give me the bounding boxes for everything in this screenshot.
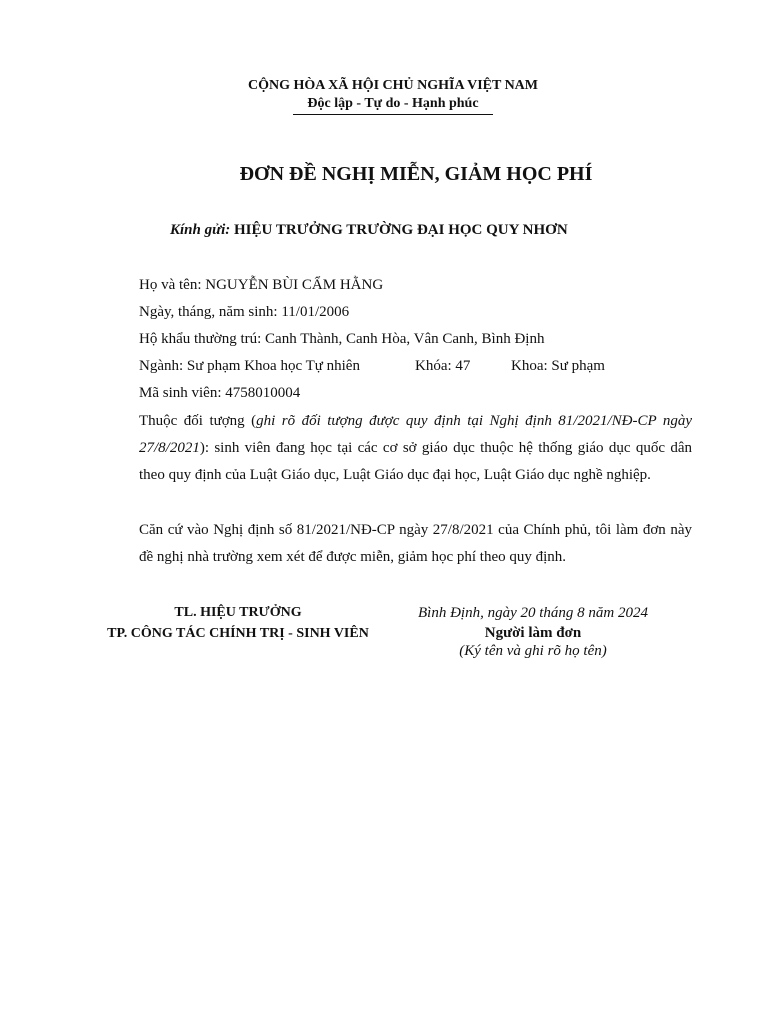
faculty-field: Khoa: Sư phạm [511,358,605,374]
basis-paragraph: Căn cứ vào Nghị định số 81/2021/NĐ-CP ngày 27/8/2021 của Chính phủ, tôi làm đơn này đề nghị nhà trường xem xét để được miễn, giảm học phí theo quy định. [139,522,692,565]
document-title: ĐƠN ĐỀ NGHỊ MIỄN, GIẢM HỌC PHÍ [239,163,593,185]
full-name-field: Họ và tên: NGUYỄN BÙI CẨM HẰNG [139,277,384,293]
residence-field: Hộ khẩu thường trú: Canh Thành, Canh Hòa, Vân Canh, Bình Định [139,331,545,347]
eligibility-paragraph [139,408,692,489]
motto-heading: Độc lập - Tự do - Hạnh phúc [307,96,479,111]
signing-instruction: (Ký tên và ghi rõ họ tên) [459,643,607,659]
recipient-label: Kính gửi: [170,222,231,238]
nation-heading: CỘNG HÒA XÃ HỘI CHỦ NGHĨA VIỆT NAM [247,78,538,93]
eligibility-note: ghi rõ đối tượng được quy định tại Nghị định 81/2021/NĐ-CP ngày 27/8/2021 [139,413,693,456]
signer-title: Người làm đơn [484,625,582,641]
left-signature-title: TL. HIỆU TRƯỞNG [174,605,302,620]
place-date: Bình Định, ngày 20 tháng 8 năm 2024 [418,605,648,621]
major-field: Ngành: Sư phạm Khoa học Tự nhiên [139,358,360,374]
dob-field: Ngày, tháng, năm sinh: 11/01/2006 [139,304,350,320]
motto-underline [293,114,493,115]
left-signature-office: TP. CÔNG TÁC CHÍNH TRỊ - SINH VIÊN [107,626,369,641]
eligibility-lead: Thuộc đối tượng ( [139,413,257,429]
eligibility-text: ): sinh viên đang học tại các cơ sở giáo dục thuộc hệ thống giáo dục quốc dân theo quy định của Luật Giáo dục, Luật Giáo dục đại học, Luật Giáo dục nghề nghiệp. [139,440,692,483]
student-id-field: Mã sinh viên: 4758010004 [139,385,301,401]
recipient-line [170,222,568,239]
cohort-field: Khóa: 47 [415,358,471,374]
recipient-name: HIỆU TRƯỞNG TRƯỜNG ĐẠI HỌC QUY NHƠN [234,222,568,238]
